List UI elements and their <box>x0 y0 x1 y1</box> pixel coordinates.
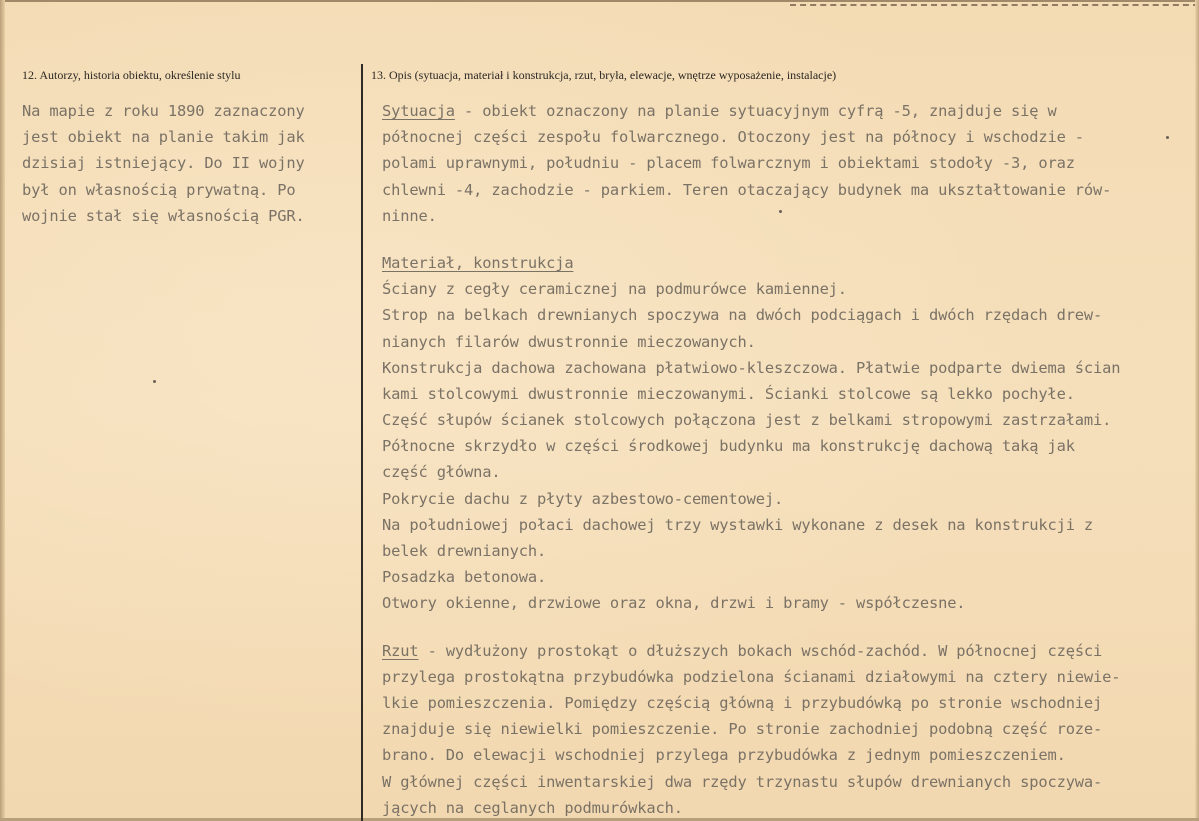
description-line: brano. Do elewacji wschodniej przylega przybudówka z jednym pomieszczeniem. <box>382 746 1066 765</box>
description-line: część główna. <box>382 463 501 482</box>
section-material <box>382 250 1187 617</box>
section-heading: Materiał, konstrukcja <box>382 253 574 272</box>
paper-speck <box>153 380 156 383</box>
description-text <box>382 98 1187 821</box>
description-line: polami uprawnymi, południu - placem folwarcznym i obiektami stodoły -3, oraz <box>382 154 1075 173</box>
description-line: Posadzka betonowa. <box>382 568 547 587</box>
description-line: kami stolcowymi dwustronnie mieczowanymi. Ścianki stolcowe są lekko pochyłe. <box>382 384 1075 403</box>
description-line: przylega prostokątna przybudówka podzielona ścianami działowymi na cztery niewie- <box>382 667 1121 686</box>
section-first-line <box>382 98 1187 124</box>
description-line: Na południowej połaci dachowej trzy wystawki wykonane z desek na konstrukcji z <box>382 515 1094 534</box>
section-rzut <box>382 638 1187 821</box>
description-line: ninne. <box>382 206 437 225</box>
section-first-line <box>382 638 1187 664</box>
history-line: był on własnością prywatną. Po <box>22 180 296 199</box>
history-line: wojnie stał się własnością PGR. <box>22 206 305 225</box>
section-heading: Rzut <box>382 641 419 660</box>
perforation-line <box>790 4 1199 7</box>
column-divider <box>361 64 363 821</box>
card-right-edge <box>1195 0 1199 821</box>
history-line: jest obiekt na planie takim jak <box>22 128 305 147</box>
description-line: W głównej części inwentarskiej dwa rzędy trzynastu słupów drewnianych spoczywa- <box>382 772 1103 791</box>
history-line: dzisiaj istniejący. Do II wojny <box>22 154 305 173</box>
card-left-edge <box>0 0 5 821</box>
description-line: nianych filarów dwustronnie mieczowanych. <box>382 332 756 351</box>
section-first-line-text: - wydłużony prostokąt o dłuższych bokach wschód-zachód. W północnej części <box>418 641 1103 660</box>
field-13-label: 13. Opis (sytuacja, materiał i konstrukcja, rzut, bryła, elewacje, wnętrze wyposażenie, instalacje) <box>371 68 837 82</box>
section-heading: Sytuacja <box>382 102 455 120</box>
card-top-edge <box>0 0 1199 2</box>
description-line: Północne skrzydło w części środkowej budynku ma konstrukcję dachową taką jak <box>382 437 1075 456</box>
description-line: Część słupów ścianek stolcowych połączona jest z belkami stropowymi zastrzałami. <box>382 411 1112 430</box>
description-line: znajduje się niewielki pomieszczenie. Po stronie zachodniej podobną część roze- <box>382 720 1103 739</box>
section-first-line <box>382 250 1187 276</box>
description-line: belek drewnianych. <box>382 542 547 560</box>
paper-speck <box>779 210 782 213</box>
description-line: północnej części zespołu folwarcznego. Otoczony jest na północy i wschodzie - <box>382 128 1084 147</box>
paper-speck <box>1166 136 1169 139</box>
description-line: jących na ceglanych podmurówkach. <box>382 798 683 817</box>
description-line: lkie pomieszczenia. Pomiędzy częścią główną i przybudówką po stronie wschodniej <box>382 693 1103 712</box>
description-line: Ściany z cegły ceramicznej na podmurówce kamiennej. <box>382 280 847 299</box>
field-12-label: 12. Autorzy, historia obiektu, określenie stylu <box>22 68 241 82</box>
history-line: Na mapie z roku 1890 zaznaczony <box>22 102 305 120</box>
history-text <box>22 98 352 229</box>
description-line: chlewni -4, zachodzie - parkiem. Teren otaczający budynek ma ukształtowanie rów- <box>382 180 1112 199</box>
description-line: Konstrukcja dachowa zachowana płatwiowo-kleszczowa. Płatwie podparte dwiema ścian <box>382 358 1121 377</box>
description-line: Pokrycie dachu z płyty azbestowo-cementowej. <box>382 489 784 508</box>
section-sytuacja <box>382 98 1187 229</box>
description-line: Strop na belkach drewnianych spoczywa na dwóch podciągach i dwóch rzędach drew- <box>382 306 1103 325</box>
description-line: Otwory okienne, drzwiowe oraz okna, drzwi i bramy - współczesne. <box>382 594 966 613</box>
section-first-line-text: - obiekt oznaczony na planie sytuacyjnym cyfrą -5, znajduje się w <box>454 102 1057 120</box>
